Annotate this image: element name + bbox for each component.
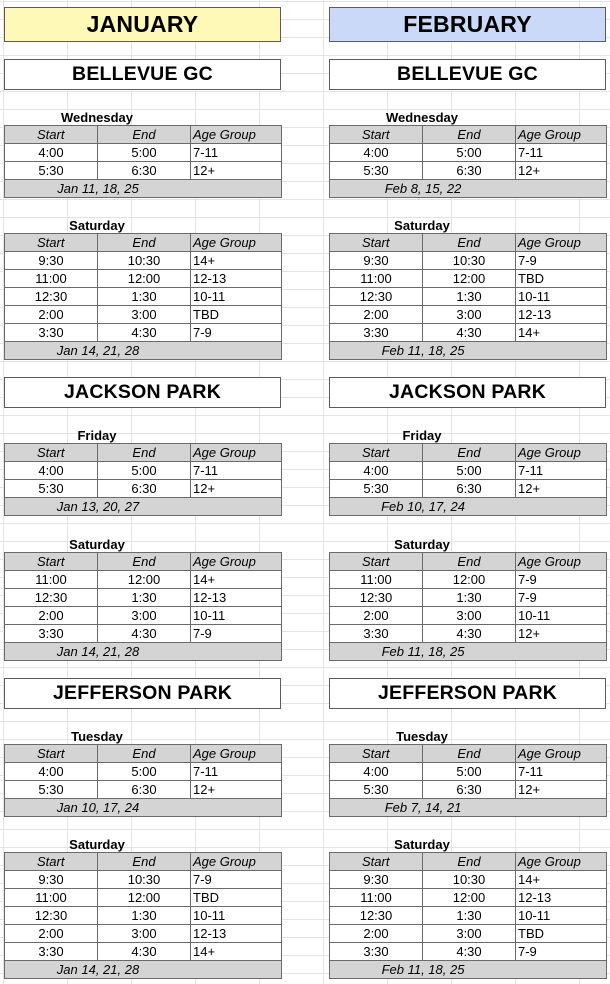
age-group: 7-11 bbox=[191, 144, 282, 162]
header-end: End bbox=[423, 234, 516, 252]
table-row bbox=[330, 589, 607, 607]
table-row bbox=[5, 907, 282, 925]
start-time: 4:00 bbox=[330, 144, 423, 162]
age-group: TBD bbox=[516, 270, 607, 288]
age-group: 10-11 bbox=[516, 288, 607, 306]
end-time: 4:30 bbox=[98, 943, 191, 961]
table-header-row bbox=[330, 745, 607, 763]
header-age-group: Age Group bbox=[191, 853, 282, 871]
start-time: 12:30 bbox=[5, 589, 98, 607]
table-header-row bbox=[330, 553, 607, 571]
age-group: 12-13 bbox=[191, 589, 282, 607]
start-time: 9:30 bbox=[5, 252, 98, 270]
end-time: 5:00 bbox=[98, 462, 191, 480]
age-group: 10-11 bbox=[191, 607, 282, 625]
start-time: 12:30 bbox=[330, 288, 423, 306]
end-time: 3:00 bbox=[423, 607, 516, 625]
session-dates: Jan 14, 21, 28 bbox=[5, 342, 282, 360]
february-column bbox=[329, 0, 606, 984]
day-label-saturday bbox=[4, 536, 281, 552]
schedule-table bbox=[4, 744, 282, 817]
end-time: 5:00 bbox=[423, 144, 516, 162]
day-label-text: Saturday bbox=[394, 218, 450, 233]
day-label-saturday bbox=[329, 836, 606, 852]
end-time: 4:30 bbox=[98, 324, 191, 342]
day-label-text: Saturday bbox=[69, 537, 125, 552]
start-time: 5:30 bbox=[5, 162, 98, 180]
day-label-text: Friday bbox=[402, 428, 442, 443]
age-group: 12+ bbox=[516, 480, 607, 498]
january-column bbox=[4, 0, 281, 984]
schedule-table bbox=[4, 443, 282, 516]
age-group: 14+ bbox=[516, 324, 607, 342]
table-row bbox=[5, 589, 282, 607]
header-age-group: Age Group bbox=[191, 444, 282, 462]
end-time: 12:00 bbox=[423, 571, 516, 589]
table-row bbox=[330, 625, 607, 643]
table-row bbox=[330, 288, 607, 306]
table-row bbox=[330, 571, 607, 589]
table-row bbox=[5, 252, 282, 270]
table-row bbox=[5, 270, 282, 288]
age-group: 7-11 bbox=[191, 462, 282, 480]
table-row bbox=[5, 943, 282, 961]
day-label-text: Tuesday bbox=[396, 729, 448, 744]
start-time: 4:00 bbox=[5, 462, 98, 480]
end-time: 4:30 bbox=[423, 625, 516, 643]
header-start: Start bbox=[5, 444, 98, 462]
start-time: 12:30 bbox=[5, 907, 98, 925]
dates-row bbox=[5, 342, 282, 360]
end-time: 5:00 bbox=[423, 462, 516, 480]
table-row bbox=[330, 925, 607, 943]
age-group: 7-9 bbox=[516, 589, 607, 607]
day-label-friday bbox=[4, 427, 281, 443]
dates-row bbox=[330, 643, 607, 661]
table-header-row bbox=[330, 853, 607, 871]
day-label-wednesday bbox=[329, 109, 606, 125]
table-row bbox=[5, 144, 282, 162]
location-title-jefferson-park: JEFFERSON PARK bbox=[4, 678, 281, 709]
header-start: Start bbox=[330, 444, 423, 462]
table-row bbox=[5, 571, 282, 589]
end-time: 6:30 bbox=[423, 480, 516, 498]
table-header-row bbox=[5, 745, 282, 763]
end-time: 4:30 bbox=[423, 943, 516, 961]
age-group: 10-11 bbox=[191, 907, 282, 925]
end-time: 3:00 bbox=[423, 306, 516, 324]
header-age-group: Age Group bbox=[516, 126, 607, 144]
age-group: 12+ bbox=[516, 625, 607, 643]
header-end: End bbox=[423, 745, 516, 763]
header-end: End bbox=[98, 853, 191, 871]
day-label-text: Friday bbox=[77, 428, 117, 443]
age-group: 7-9 bbox=[516, 943, 607, 961]
table-row bbox=[330, 462, 607, 480]
header-start: Start bbox=[5, 234, 98, 252]
end-time: 4:30 bbox=[98, 625, 191, 643]
day-label-tuesday bbox=[329, 728, 606, 744]
schedule-table bbox=[4, 852, 282, 979]
header-age-group: Age Group bbox=[516, 745, 607, 763]
header-end: End bbox=[98, 126, 191, 144]
start-time: 5:30 bbox=[330, 162, 423, 180]
table-row bbox=[330, 480, 607, 498]
end-time: 12:00 bbox=[98, 270, 191, 288]
session-dates: Feb 8, 15, 22 bbox=[330, 180, 607, 198]
end-time: 1:30 bbox=[423, 907, 516, 925]
dates-row bbox=[5, 643, 282, 661]
start-time: 9:30 bbox=[5, 871, 98, 889]
header-start: Start bbox=[5, 553, 98, 571]
dates-row bbox=[5, 799, 282, 817]
day-label-saturday bbox=[329, 217, 606, 233]
header-start: Start bbox=[5, 853, 98, 871]
end-time: 10:30 bbox=[423, 252, 516, 270]
table-row bbox=[5, 306, 282, 324]
location-title-jackson-park: JACKSON PARK bbox=[329, 377, 606, 408]
table-header-row bbox=[5, 444, 282, 462]
header-age-group: Age Group bbox=[191, 553, 282, 571]
age-group: 7-9 bbox=[191, 625, 282, 643]
session-dates: Jan 10, 17, 24 bbox=[5, 799, 282, 817]
table-header-row bbox=[5, 553, 282, 571]
header-start: Start bbox=[330, 553, 423, 571]
age-group: 7-11 bbox=[516, 144, 607, 162]
age-group: 7-11 bbox=[516, 462, 607, 480]
age-group: 12+ bbox=[516, 162, 607, 180]
session-dates: Feb 7, 14, 21 bbox=[330, 799, 607, 817]
age-group: TBD bbox=[191, 306, 282, 324]
table-header-row bbox=[5, 126, 282, 144]
end-time: 3:00 bbox=[98, 925, 191, 943]
age-group: 7-11 bbox=[516, 763, 607, 781]
end-time: 6:30 bbox=[98, 480, 191, 498]
age-group: 10-11 bbox=[191, 288, 282, 306]
table-row bbox=[5, 162, 282, 180]
end-time: 6:30 bbox=[98, 162, 191, 180]
header-age-group: Age Group bbox=[516, 444, 607, 462]
table-row bbox=[330, 324, 607, 342]
start-time: 11:00 bbox=[330, 571, 423, 589]
start-time: 12:30 bbox=[330, 589, 423, 607]
location-title-bellevue-gc: BELLEVUE GC bbox=[329, 59, 606, 90]
table-row bbox=[5, 925, 282, 943]
end-time: 4:30 bbox=[423, 324, 516, 342]
header-end: End bbox=[98, 553, 191, 571]
table-row bbox=[330, 252, 607, 270]
schedule-table bbox=[329, 552, 607, 661]
end-time: 3:00 bbox=[98, 306, 191, 324]
session-dates: Feb 11, 18, 25 bbox=[330, 342, 607, 360]
february-month-header: FEBRUARY bbox=[329, 7, 606, 42]
location-title-jefferson-park: JEFFERSON PARK bbox=[329, 678, 606, 709]
table-header-row bbox=[330, 444, 607, 462]
table-row bbox=[5, 480, 282, 498]
table-row bbox=[330, 763, 607, 781]
age-group: TBD bbox=[516, 925, 607, 943]
age-group: 12-13 bbox=[191, 925, 282, 943]
start-time: 11:00 bbox=[5, 571, 98, 589]
schedule-table bbox=[4, 233, 282, 360]
table-row bbox=[330, 306, 607, 324]
start-time: 11:00 bbox=[330, 889, 423, 907]
start-time: 12:30 bbox=[5, 288, 98, 306]
dates-row bbox=[330, 498, 607, 516]
header-start: Start bbox=[330, 745, 423, 763]
header-end: End bbox=[98, 444, 191, 462]
age-group: 7-11 bbox=[191, 763, 282, 781]
age-group: 12-13 bbox=[191, 270, 282, 288]
start-time: 4:00 bbox=[5, 763, 98, 781]
day-label-friday bbox=[329, 427, 606, 443]
age-group: 10-11 bbox=[516, 607, 607, 625]
session-dates: Feb 11, 18, 25 bbox=[330, 643, 607, 661]
end-time: 1:30 bbox=[98, 288, 191, 306]
table-row bbox=[5, 625, 282, 643]
start-time: 2:00 bbox=[330, 925, 423, 943]
end-time: 1:30 bbox=[423, 288, 516, 306]
end-time: 3:00 bbox=[98, 607, 191, 625]
start-time: 5:30 bbox=[5, 781, 98, 799]
start-time: 2:00 bbox=[330, 607, 423, 625]
age-group: 12-13 bbox=[516, 306, 607, 324]
table-row bbox=[330, 889, 607, 907]
end-time: 12:00 bbox=[98, 571, 191, 589]
session-dates: Jan 11, 18, 25 bbox=[5, 180, 282, 198]
header-age-group: Age Group bbox=[516, 853, 607, 871]
end-time: 5:00 bbox=[98, 144, 191, 162]
header-start: Start bbox=[5, 126, 98, 144]
header-age-group: Age Group bbox=[191, 234, 282, 252]
schedule-table bbox=[4, 552, 282, 661]
dates-row bbox=[5, 498, 282, 516]
start-time: 3:30 bbox=[5, 324, 98, 342]
age-group: 14+ bbox=[191, 943, 282, 961]
table-row bbox=[330, 781, 607, 799]
table-header-row bbox=[330, 234, 607, 252]
january-month-header: JANUARY bbox=[4, 7, 281, 42]
end-time: 10:30 bbox=[98, 252, 191, 270]
end-time: 6:30 bbox=[423, 781, 516, 799]
table-row bbox=[330, 943, 607, 961]
day-label-text: Saturday bbox=[394, 837, 450, 852]
day-label-wednesday bbox=[4, 109, 281, 125]
session-dates: Jan 14, 21, 28 bbox=[5, 961, 282, 979]
header-age-group: Age Group bbox=[191, 126, 282, 144]
end-time: 5:00 bbox=[98, 763, 191, 781]
start-time: 3:30 bbox=[330, 625, 423, 643]
table-row bbox=[5, 871, 282, 889]
schedule-table bbox=[329, 233, 607, 360]
end-time: 12:00 bbox=[423, 889, 516, 907]
age-group: TBD bbox=[191, 889, 282, 907]
day-label-text: Saturday bbox=[394, 537, 450, 552]
end-time: 10:30 bbox=[98, 871, 191, 889]
table-row bbox=[5, 462, 282, 480]
end-time: 6:30 bbox=[98, 781, 191, 799]
location-title-jackson-park: JACKSON PARK bbox=[4, 377, 281, 408]
header-age-group: Age Group bbox=[191, 745, 282, 763]
dates-row bbox=[330, 961, 607, 979]
start-time: 5:30 bbox=[330, 781, 423, 799]
header-end: End bbox=[98, 745, 191, 763]
header-end: End bbox=[423, 444, 516, 462]
age-group: 14+ bbox=[516, 871, 607, 889]
table-row bbox=[330, 144, 607, 162]
header-start: Start bbox=[5, 745, 98, 763]
age-group: 12+ bbox=[191, 781, 282, 799]
start-time: 4:00 bbox=[5, 144, 98, 162]
session-dates: Feb 10, 17, 24 bbox=[330, 498, 607, 516]
age-group: 12+ bbox=[191, 480, 282, 498]
day-label-text: Saturday bbox=[69, 837, 125, 852]
dates-row bbox=[330, 342, 607, 360]
schedule-table bbox=[329, 443, 607, 516]
location-title-bellevue-gc: BELLEVUE GC bbox=[4, 59, 281, 90]
table-header-row bbox=[5, 853, 282, 871]
header-end: End bbox=[423, 126, 516, 144]
header-start: Start bbox=[330, 853, 423, 871]
dates-row bbox=[330, 180, 607, 198]
table-header-row bbox=[330, 126, 607, 144]
end-time: 12:00 bbox=[423, 270, 516, 288]
start-time: 5:30 bbox=[5, 480, 98, 498]
age-group: 7-9 bbox=[191, 871, 282, 889]
end-time: 6:30 bbox=[423, 162, 516, 180]
end-time: 10:30 bbox=[423, 871, 516, 889]
end-time: 12:00 bbox=[98, 889, 191, 907]
start-time: 2:00 bbox=[330, 306, 423, 324]
day-label-text: Tuesday bbox=[71, 729, 123, 744]
end-time: 5:00 bbox=[423, 763, 516, 781]
schedule-table bbox=[329, 744, 607, 817]
header-age-group: Age Group bbox=[516, 553, 607, 571]
table-row bbox=[5, 324, 282, 342]
table-row bbox=[5, 607, 282, 625]
table-row bbox=[330, 907, 607, 925]
table-row bbox=[330, 270, 607, 288]
start-time: 3:30 bbox=[5, 625, 98, 643]
end-time: 1:30 bbox=[423, 589, 516, 607]
age-group: 7-9 bbox=[516, 571, 607, 589]
schedule-table bbox=[329, 852, 607, 979]
age-group: 12+ bbox=[516, 781, 607, 799]
start-time: 12:30 bbox=[330, 907, 423, 925]
schedule-table bbox=[4, 125, 282, 198]
table-row bbox=[330, 162, 607, 180]
schedule-table bbox=[329, 125, 607, 198]
day-label-text: Saturday bbox=[69, 218, 125, 233]
day-label-text: Wednesday bbox=[385, 110, 458, 125]
table-row bbox=[330, 871, 607, 889]
end-time: 3:00 bbox=[423, 925, 516, 943]
start-time: 9:30 bbox=[330, 871, 423, 889]
day-label-saturday bbox=[4, 217, 281, 233]
header-age-group: Age Group bbox=[516, 234, 607, 252]
start-time: 2:00 bbox=[5, 607, 98, 625]
header-end: End bbox=[98, 234, 191, 252]
dates-row bbox=[5, 961, 282, 979]
day-label-saturday bbox=[4, 836, 281, 852]
age-group: 10-11 bbox=[516, 907, 607, 925]
start-time: 2:00 bbox=[5, 306, 98, 324]
session-dates: Jan 13, 20, 27 bbox=[5, 498, 282, 516]
age-group: 12+ bbox=[191, 162, 282, 180]
start-time: 5:30 bbox=[330, 480, 423, 498]
start-time: 4:00 bbox=[330, 763, 423, 781]
start-time: 9:30 bbox=[330, 252, 423, 270]
start-time: 3:30 bbox=[5, 943, 98, 961]
table-row bbox=[5, 288, 282, 306]
dates-row bbox=[330, 799, 607, 817]
start-time: 11:00 bbox=[5, 889, 98, 907]
day-label-saturday bbox=[329, 536, 606, 552]
session-dates: Feb 11, 18, 25 bbox=[330, 961, 607, 979]
table-row bbox=[330, 607, 607, 625]
header-end: End bbox=[423, 853, 516, 871]
dates-row bbox=[5, 180, 282, 198]
day-label-text: Wednesday bbox=[60, 110, 133, 125]
session-dates: Jan 14, 21, 28 bbox=[5, 643, 282, 661]
age-group: 14+ bbox=[191, 571, 282, 589]
table-row bbox=[5, 889, 282, 907]
start-time: 11:00 bbox=[5, 270, 98, 288]
start-time: 3:30 bbox=[330, 943, 423, 961]
start-time: 4:00 bbox=[330, 462, 423, 480]
start-time: 2:00 bbox=[5, 925, 98, 943]
table-row bbox=[5, 781, 282, 799]
header-end: End bbox=[423, 553, 516, 571]
age-group: 12-13 bbox=[516, 889, 607, 907]
day-label-tuesday bbox=[4, 728, 281, 744]
header-start: Start bbox=[330, 126, 423, 144]
header-start: Start bbox=[330, 234, 423, 252]
start-time: 11:00 bbox=[330, 270, 423, 288]
end-time: 1:30 bbox=[98, 589, 191, 607]
table-header-row bbox=[5, 234, 282, 252]
age-group: 7-9 bbox=[191, 324, 282, 342]
age-group: 14+ bbox=[191, 252, 282, 270]
age-group: 7-9 bbox=[516, 252, 607, 270]
start-time: 3:30 bbox=[330, 324, 423, 342]
table-row bbox=[5, 763, 282, 781]
end-time: 1:30 bbox=[98, 907, 191, 925]
